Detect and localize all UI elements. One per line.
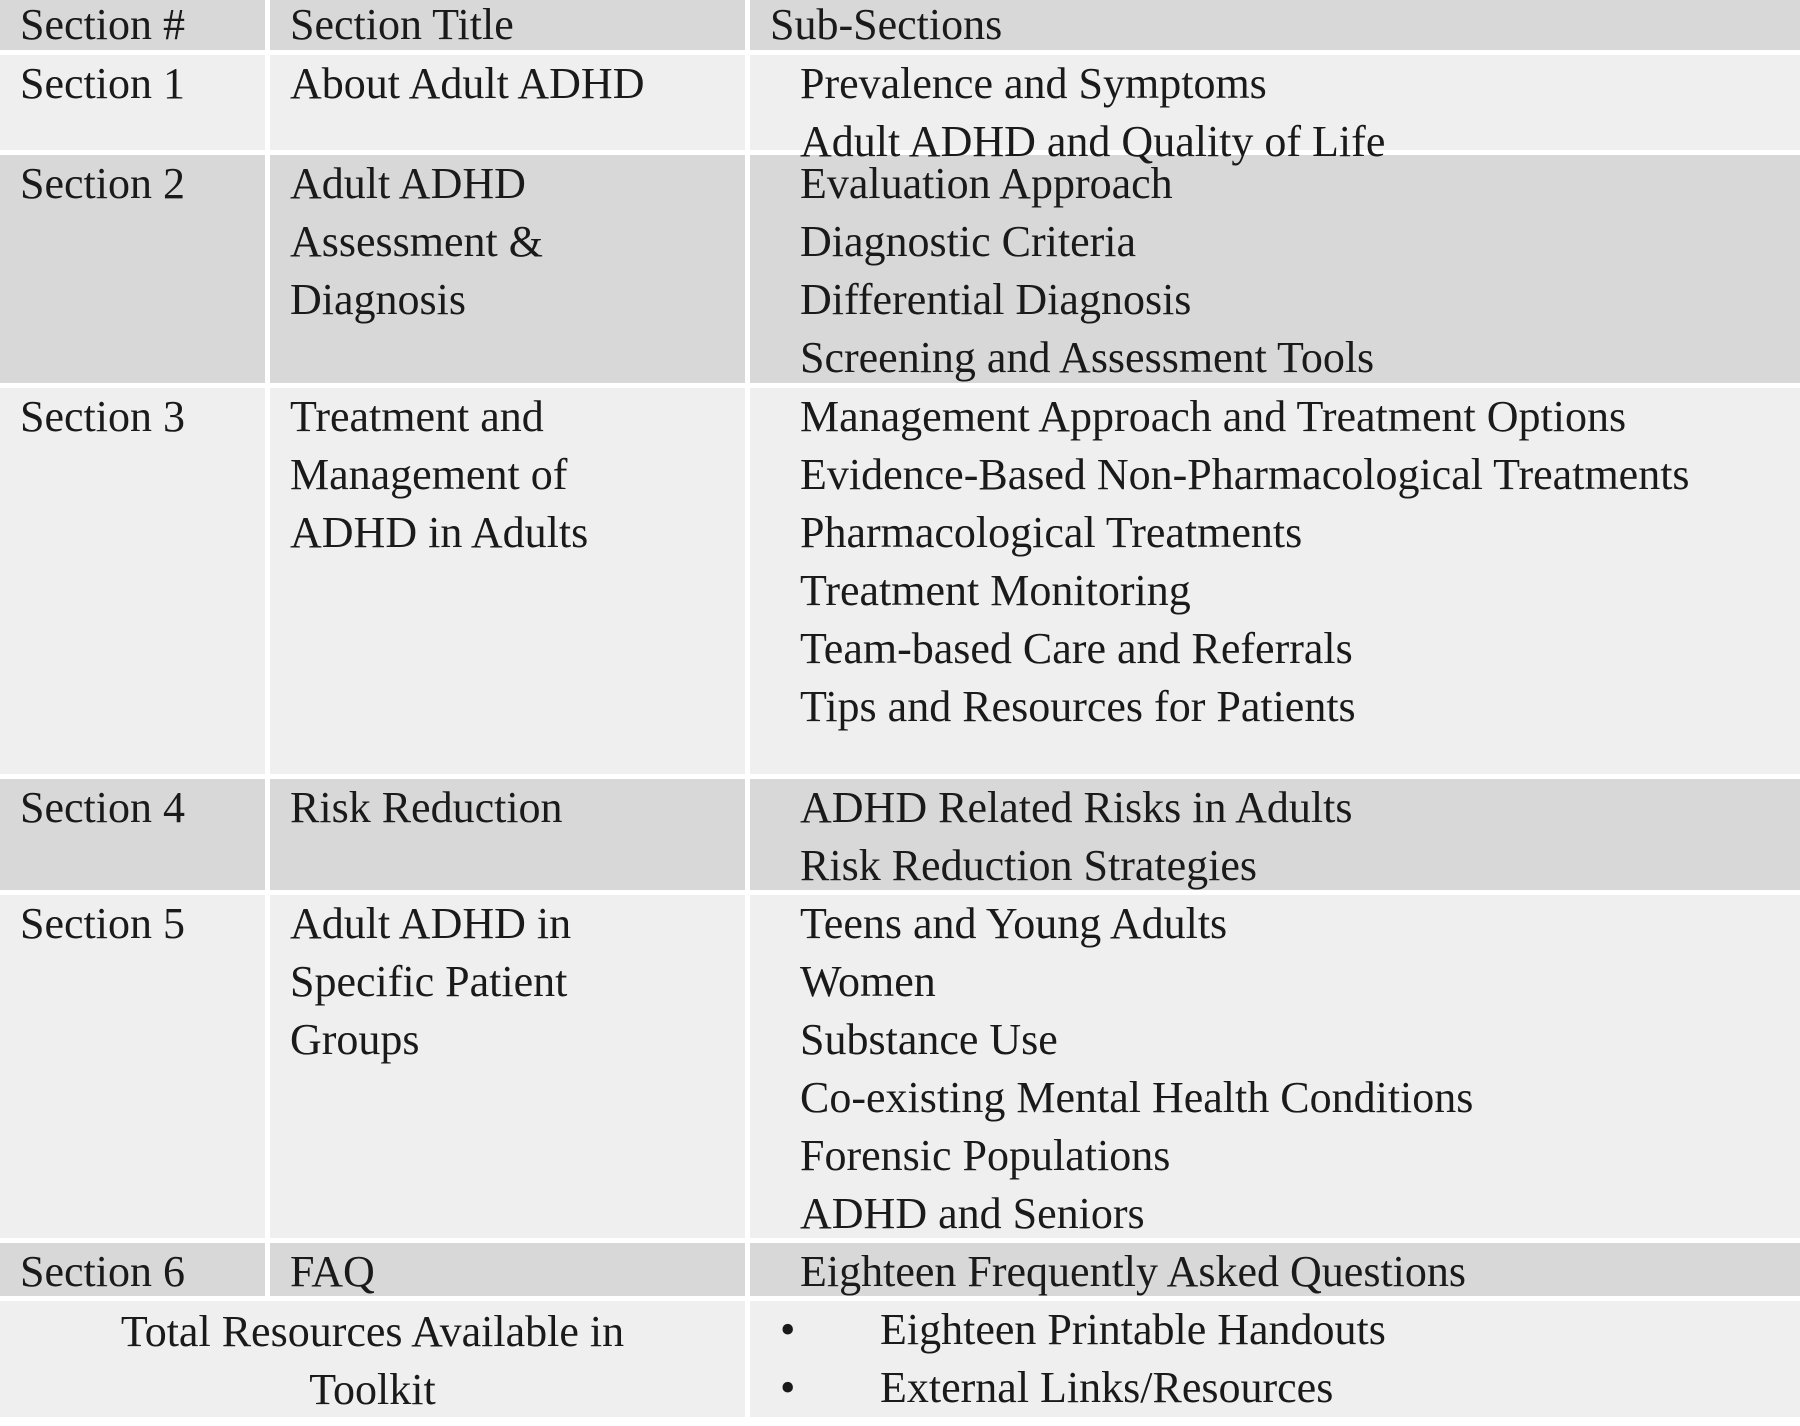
sub-section-item: Treatment Monitoring bbox=[800, 566, 1191, 615]
section-title bbox=[270, 155, 750, 383]
table-row-section-5 bbox=[0, 895, 1800, 1243]
section-title-line: FAQ bbox=[290, 1247, 375, 1296]
totals-label-line: Toolkit bbox=[309, 1365, 436, 1414]
resource-item-label: External Links/Resources bbox=[880, 1363, 1334, 1412]
sub-section-item: Team-based Care and Referrals bbox=[800, 624, 1353, 673]
table-header-row bbox=[0, 0, 1800, 55]
sub-section-item: Differential Diagnosis bbox=[800, 275, 1192, 324]
section-title-line: About Adult ADHD bbox=[290, 59, 645, 108]
section-title-line: Diagnosis bbox=[290, 275, 466, 324]
sub-section-item: Screening and Assessment Tools bbox=[800, 333, 1375, 382]
totals-label-line: Total Resources Available in bbox=[120, 1307, 625, 1356]
sub-section-item: Management Approach and Treatment Options bbox=[800, 392, 1627, 441]
table-row-totals bbox=[0, 1301, 1800, 1417]
sub-sections bbox=[750, 895, 1800, 1238]
section-title bbox=[270, 1243, 750, 1296]
section-number: Section 2 bbox=[0, 155, 270, 383]
resource-list-item bbox=[770, 1359, 1800, 1417]
sub-section-item: Prevalence and Symptoms bbox=[800, 59, 1267, 108]
totals-resources bbox=[750, 1301, 1800, 1417]
sub-section-item: Pharmacological Treatments bbox=[800, 508, 1303, 557]
bullet-icon: • bbox=[780, 1363, 796, 1412]
section-title-line: Management of bbox=[290, 450, 568, 499]
sub-sections bbox=[750, 388, 1800, 774]
section-title-line: Risk Reduction bbox=[290, 783, 563, 832]
section-title bbox=[270, 55, 750, 150]
sub-section-item: Risk Reduction Strategies bbox=[800, 841, 1258, 890]
sub-section-item: Women bbox=[800, 957, 936, 1006]
sub-section-item: Substance Use bbox=[800, 1015, 1058, 1064]
section-number: Section 4 bbox=[0, 779, 270, 890]
sub-section-item: Diagnostic Criteria bbox=[800, 217, 1137, 266]
section-number: Section 3 bbox=[0, 388, 270, 774]
section-number: Section 1 bbox=[0, 55, 270, 150]
section-number: Section 5 bbox=[0, 895, 270, 1238]
sub-section-item: Evidence-Based Non-Pharmacological Treatments bbox=[800, 450, 1690, 499]
section-title-line: Adult ADHD bbox=[290, 159, 526, 208]
section-title bbox=[270, 895, 750, 1238]
sub-sections bbox=[750, 779, 1800, 890]
sub-section-item: Adult ADHD and Quality of Life bbox=[800, 117, 1386, 166]
sub-section-item: Teens and Young Adults bbox=[800, 899, 1228, 948]
sub-section-item: ADHD Related Risks in Adults bbox=[800, 783, 1353, 832]
header-section-title: Section Title bbox=[270, 0, 750, 50]
sub-sections bbox=[750, 55, 1800, 166]
section-title-line: Assessment & bbox=[290, 217, 543, 266]
sub-section-item: ADHD and Seniors bbox=[800, 1189, 1145, 1238]
resource-list-item bbox=[770, 1301, 1800, 1359]
sub-sections bbox=[750, 155, 1800, 383]
section-title-line: ADHD in Adults bbox=[290, 508, 589, 557]
sub-sections bbox=[750, 1243, 1800, 1296]
table-row-section-6 bbox=[0, 1243, 1800, 1301]
section-title-line: Adult ADHD in bbox=[290, 899, 572, 948]
section-title bbox=[270, 388, 750, 774]
sub-section-item: Forensic Populations bbox=[800, 1131, 1171, 1180]
bullet-icon: • bbox=[780, 1305, 796, 1354]
section-number: Section 6 bbox=[0, 1243, 270, 1296]
section-title bbox=[270, 779, 750, 890]
sub-section-item: Evaluation Approach bbox=[800, 159, 1173, 208]
table-row-section-3 bbox=[0, 388, 1800, 779]
table-row-section-1 bbox=[0, 55, 1800, 166]
section-title-line: Treatment and bbox=[290, 392, 544, 441]
table-row-section-4 bbox=[0, 779, 1800, 895]
sub-section-item: Tips and Resources for Patients bbox=[800, 682, 1356, 731]
totals-label bbox=[0, 1301, 750, 1417]
sub-section-item: Eighteen Frequently Asked Questions bbox=[800, 1247, 1467, 1296]
section-title-line: Groups bbox=[290, 1015, 420, 1064]
header-sub-sections: Sub-Sections bbox=[770, 0, 1003, 49]
section-title-line: Specific Patient bbox=[290, 957, 568, 1006]
resource-item-label: Eighteen Printable Handouts bbox=[880, 1305, 1386, 1354]
sub-section-item: Co-existing Mental Health Conditions bbox=[800, 1073, 1474, 1122]
header-section-number: Section # bbox=[0, 0, 270, 50]
table-row-section-2 bbox=[0, 155, 1800, 388]
